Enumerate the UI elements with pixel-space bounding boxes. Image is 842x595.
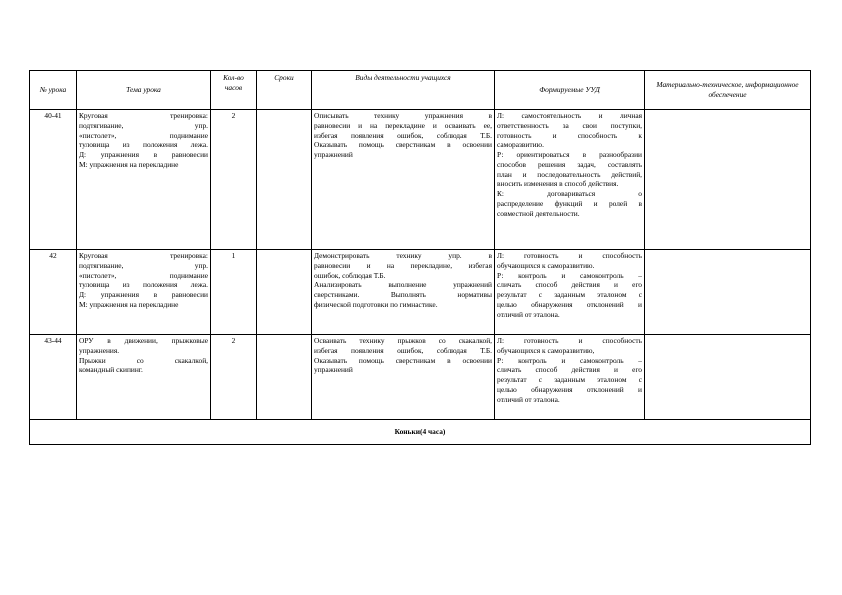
uud-line: Р: контроль и самоконтроль – — [497, 270, 642, 280]
section-row — [30, 420, 811, 445]
section-title: Коньки(4 часа) — [30, 420, 811, 445]
topic-cell — [77, 250, 211, 335]
uud-cell — [495, 110, 645, 250]
topic-line: туловища из положения лежа. — [79, 280, 208, 290]
activities-line: равновесии и на перекладине, избегая — [314, 260, 492, 270]
uud-cell — [495, 250, 645, 335]
topic-line: «пистолет», поднимание — [79, 270, 208, 280]
uud-line: план и последовательность действий, — [497, 169, 642, 179]
uud-line: саморазвитию. — [497, 140, 544, 150]
topic-line: М: упражнения на перекладине — [79, 299, 179, 309]
topic-line: подтягивание, упр. — [79, 120, 208, 130]
topic-line: упражнения. — [79, 345, 120, 355]
uud-line: ответственность за свои поступки, — [497, 120, 642, 130]
activities-line: Демонстрировать технику упр. в — [314, 251, 492, 260]
activities-cell — [312, 110, 495, 250]
lesson-number-cell: 42 — [30, 250, 77, 335]
lesson-number-cell: 40-41 — [30, 110, 77, 250]
topic-cell — [77, 110, 211, 250]
activities-line: упражнений — [314, 365, 353, 375]
uud-line: результат с заданным эталоном с — [497, 375, 642, 385]
lesson-number-cell: 43-44 — [30, 335, 77, 420]
uud-line: целью обнаружения отклонений и — [497, 384, 642, 394]
uud-line: сличать способ действия и его — [497, 280, 642, 290]
topic-line: подтягивание, упр. — [79, 260, 208, 270]
dates-cell — [257, 335, 312, 420]
lesson-plan-table — [29, 70, 811, 445]
topic-line: Круговая тренировка: — [79, 111, 208, 120]
header-hours: Кол-во часов — [211, 71, 257, 110]
topic-line: Прыжки со скакалкой, — [79, 355, 208, 365]
activities-line: Оказывать помощь сверстникам в освоении — [314, 355, 492, 365]
header-support: Материально-техническое, информационное обеспечение — [645, 71, 811, 110]
uud-line: отличий от эталона. — [497, 394, 560, 404]
uud-line: способов решения задач, составлять — [497, 159, 642, 169]
uud-cell — [495, 335, 645, 420]
uud-line: отличий от эталона. — [497, 309, 560, 319]
header-lesson-number: № урока — [30, 71, 77, 110]
uud-line: обучающихся к саморазвитию, — [497, 345, 595, 355]
activities-line: Оказывать помощь сверстникам в освоении — [314, 140, 492, 150]
topic-line: ОРУ в движении, прыжковые — [79, 336, 208, 345]
uud-line: вносить изменения в способ действия. — [497, 179, 619, 189]
activities-line: физической подготовки по гимнастике. — [314, 299, 438, 309]
uud-line: Р: контроль и самоконтроль – — [497, 355, 642, 365]
activities-line: избегая появления ошибок, соблюдая Т.Б. — [314, 345, 492, 355]
dates-cell — [257, 250, 312, 335]
uud-line: К: договариваться о — [497, 189, 642, 199]
topic-line: туловища из положения лежа. — [79, 140, 208, 150]
uud-line: Л: самостоятельность и личная — [497, 111, 642, 120]
hours-cell: 1 — [211, 250, 257, 335]
support-cell — [645, 335, 811, 420]
topic-line: Д: упражнения в равновесии — [79, 150, 208, 160]
activities-line: Описывать технику упражнения в — [314, 111, 492, 120]
table-row — [30, 250, 811, 335]
uud-line: сличать способ действия и его — [497, 365, 642, 375]
dates-cell — [257, 110, 312, 250]
activities-line: упражнений — [314, 150, 353, 160]
activities-line: ошибок, соблюдая Т.Б. — [314, 270, 386, 280]
uud-line: целью обнаружения отклонений и — [497, 299, 642, 309]
uud-line: Л: готовность и способность — [497, 251, 642, 260]
activities-line: избегая появления ошибок, соблюдая Т.Б. — [314, 130, 492, 140]
uud-line: Л: готовность и способность — [497, 336, 642, 345]
hours-cell: 2 — [211, 110, 257, 250]
topic-line: Круговая тренировка: — [79, 251, 208, 260]
header-dates: Сроки — [257, 71, 312, 110]
activities-line: сверстниками. Выполнять нормативы — [314, 290, 492, 300]
activities-cell — [312, 335, 495, 420]
support-cell — [645, 250, 811, 335]
uud-line: обучающихся к саморазвитию. — [497, 260, 595, 270]
activities-cell — [312, 250, 495, 335]
topic-line: «пистолет», поднимание — [79, 130, 208, 140]
header-activities: Виды деятельности учащихся — [312, 71, 495, 110]
activities-line: равновесии и на перекладине и осваивать ее, — [314, 120, 492, 130]
topic-line: командный скипинг. — [79, 365, 143, 375]
header-topic: Тема урока — [77, 71, 211, 110]
uud-line: Р: ориентироваться в разнообразии — [497, 150, 642, 160]
activities-line: Осваивать технику прыжков со скакалкой, — [314, 336, 492, 345]
topic-line: М: упражнения на перекладине — [79, 159, 179, 169]
topic-cell — [77, 335, 211, 420]
uud-line: результат с заданным эталоном с — [497, 290, 642, 300]
support-cell — [645, 110, 811, 250]
table-row — [30, 335, 811, 420]
hours-cell: 2 — [211, 335, 257, 420]
header-uud: Формируемые УУД — [495, 71, 645, 110]
header-row — [30, 71, 811, 110]
uud-line: готовность и способность к — [497, 130, 642, 140]
uud-line: совместной деятельности. — [497, 208, 580, 218]
topic-line: Д: упражнения в равновесии — [79, 290, 208, 300]
uud-line: распределение функций и ролей в — [497, 198, 642, 208]
activities-line: Анализировать выполнение упражнений — [314, 280, 492, 290]
table-row — [30, 110, 811, 250]
